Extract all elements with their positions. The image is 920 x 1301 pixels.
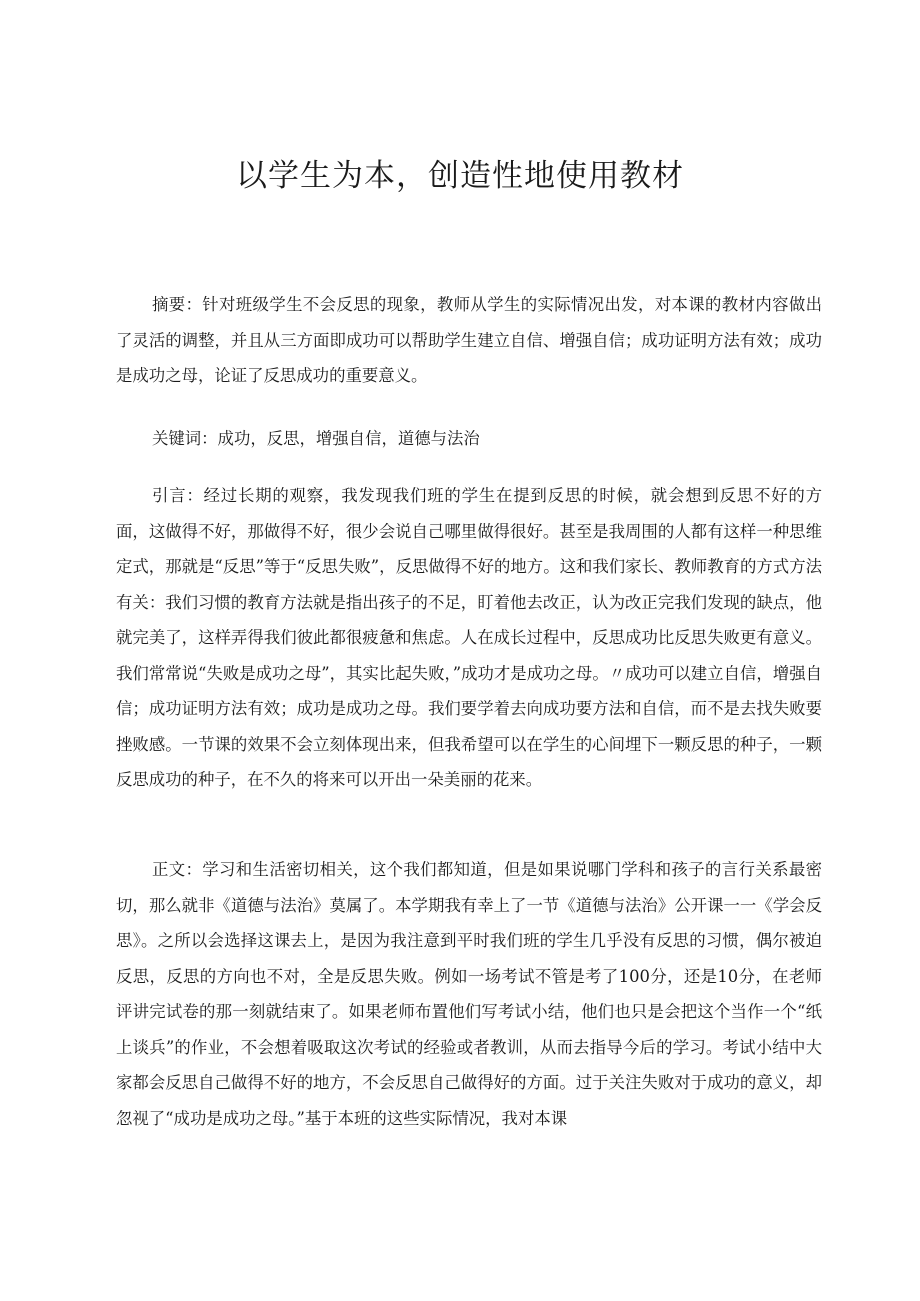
introduction-paragraph: 引言：经过长期的观察，我发现我们班的学生在提到反思的时候，就会想到反思不好的方面，这做得不好，那做得不好，很少会说自己哪里做得很好。甚至是我周围的人都有这样一种思维定式，那就是“反思”等于“反思失败”，反思做得不好的地方。这和我们家长、教师教育的方式方法有关：我们习惯的教育方法就是指出孩子的不足，盯着他去改正，认为改正完我们发现的缺点，他就完美了，这样弄得我们彼此都很疲惫和焦虑。人在成长过程中，反思成功比反思失败更有意义。我们常常说“失败是成功之母”，其实比起失败，”成功才是成功之母。〃成功可以建立自信，增强自信；成功证明方法有效；成功是成功之母。我们要学着去向成功要方法和自信，而不是去找失败要挫败感。一节课的效果不会立刻体现出来，但我希望可以在学生的心间埋下一颗反思的种子，一颗反思成功的种子，在不久的将来可以开出一朵美丽的花来。 [116, 486, 822, 789]
abstract-paragraph: 摘要：针对班级学生不会反思的现象，教师从学生的实际情况出发，对本课的教材内容做出了灵活的调整，并且从三方面即成功可以帮助学生建立自信、增强自信；成功证明方法有效；成功是成功之母，论证了反思成功的重要意义。 [116, 295, 822, 385]
document-title: 以学生为本，创造性地使用教材 [236, 158, 684, 194]
body-paragraph: 正文：学习和生活密切相关，这个我们都知道，但是如果说哪门学科和孩子的言行关系最密切，那么就非《道德与法治》莫属了。本学期我有幸上了一节《道德与法治》公开课一一《学会反思》。之所以会选择这课去上，是因为我注意到平时我们班的学生几乎没有反思的习惯，偶尔被迫反思，反思的方向也不对，全是反思失败。例如一场考试不管是考了100分，还是10分，在老师评讲完试卷的那一刻就结束了。如果老师布置他们写考试小结，他们也只是会把这个当作一个“纸上谈兵”的作业，不会想着吸取这次考试的经验或者教训，从而去指导今后的学习。考试小结中大家都会反思自己做得不好的地方，不会反思自己做得好的方面。过于关注失败对于成功的意义，却忽视了“成功是成功之母。”基于本班的这些实际情况，我对本课 [116, 860, 822, 1128]
keywords-paragraph: 关键词：成功，反思，增强自信，道德与法治 [152, 429, 480, 448]
